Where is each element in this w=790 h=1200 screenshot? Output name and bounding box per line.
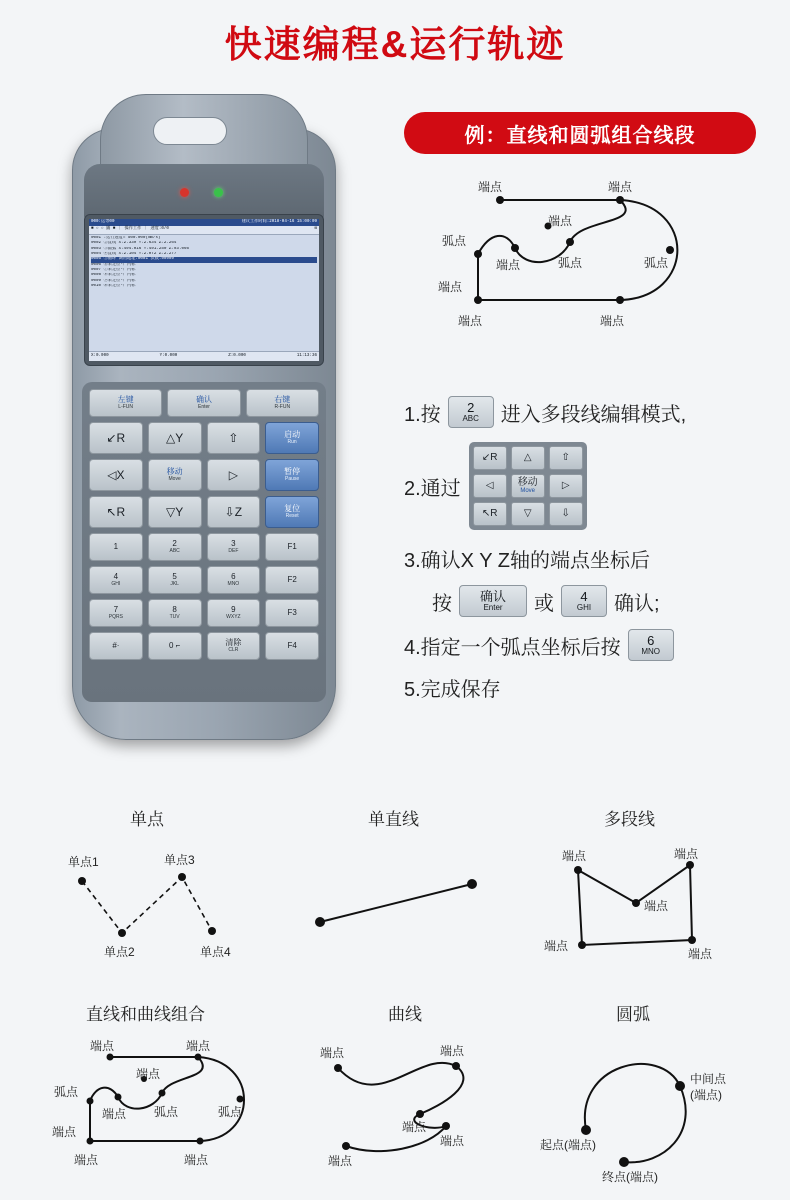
diagram-label: 端点 xyxy=(478,180,503,194)
key-sub: CLR xyxy=(228,646,239,653)
keypad-key[interactable] xyxy=(89,496,143,528)
key-main: 0 ⌐ xyxy=(168,640,181,650)
direction-pad-key[interactable] xyxy=(473,446,507,470)
key-main: ↖R xyxy=(106,504,126,519)
key-main: 确认 xyxy=(479,589,506,604)
key-sub: MNO xyxy=(641,647,661,656)
diagram-label: 端点 xyxy=(328,1154,353,1168)
key-main: 复位 xyxy=(284,504,301,514)
example-banner: 例：直线和圆弧组合线段 xyxy=(404,112,756,154)
key-main: 4 xyxy=(113,572,119,582)
step-4 xyxy=(404,629,776,661)
diagram-line-curve-combo xyxy=(50,1035,300,1185)
diagram-label: 端点 xyxy=(548,214,573,228)
keypad-key[interactable] xyxy=(265,496,319,528)
program-line[interactable]: 0007 ⑦未定位-厂内标 " xyxy=(91,268,141,272)
key-main: 移动 xyxy=(517,477,538,488)
diagram-label: 单点3 xyxy=(164,853,195,867)
keypad-key[interactable] xyxy=(89,632,143,660)
diagram-title-line-curve: 直线和曲线组合 xyxy=(86,1005,205,1024)
step-3-text-c: 确认; xyxy=(614,592,660,615)
page-title: 快速编程&运行轨迹 xyxy=(224,24,566,65)
key-main: 暂停 xyxy=(284,467,301,477)
key-main: #· xyxy=(112,640,120,650)
key-main: F1 xyxy=(287,541,297,551)
keypad-key[interactable] xyxy=(246,389,319,417)
diagram-title-polyline: 多段线 xyxy=(604,810,655,829)
key-main: ◁X xyxy=(107,467,125,482)
step-3-text-b: 按 xyxy=(432,592,452,615)
key-6-mno[interactable] xyxy=(628,629,674,661)
key-main: F2 xyxy=(287,574,297,584)
key-sub: Reset xyxy=(285,512,299,519)
diagram-label: 弧点 xyxy=(218,1105,243,1119)
keypad-key[interactable] xyxy=(89,422,143,454)
key-main: 8 xyxy=(172,605,177,615)
key-main: ↙R xyxy=(106,430,126,445)
key-main: 4 xyxy=(580,589,588,604)
diagram-label: (端点) xyxy=(690,1088,722,1102)
program-line[interactable]: 0003 ③圆弧 X:494.016 Y:491.250 Z:93.066 xyxy=(91,246,190,251)
key-main: 9 xyxy=(231,605,236,615)
diagram-label: 中间点 xyxy=(690,1072,727,1086)
handle-hole xyxy=(153,117,227,145)
diagram-label: 端点 xyxy=(674,847,699,861)
diagram-label: 端点 xyxy=(458,314,483,328)
steps-list xyxy=(404,396,776,714)
step-1 xyxy=(404,396,776,428)
key-main: 移动 xyxy=(166,467,183,477)
key-sub: DEF xyxy=(228,547,239,554)
key-main: 1 xyxy=(113,541,119,551)
screen-titlebar xyxy=(89,219,319,226)
direction-pad-key[interactable] xyxy=(549,446,583,470)
diagram-label: 弧点 xyxy=(558,256,583,270)
diagram-label: 端点 xyxy=(320,1046,345,1060)
program-line[interactable]: 0008 ⑧未定位-厂内标 " xyxy=(91,273,141,278)
diagram-title-arc: 圆弧 xyxy=(616,1005,650,1024)
step-5 xyxy=(404,673,776,702)
keypad-key[interactable] xyxy=(89,566,143,594)
diagram-label: 弧点 xyxy=(54,1085,79,1099)
key-main: 右键 xyxy=(274,395,291,405)
key-sub: GHI xyxy=(576,603,592,612)
keypad-key[interactable] xyxy=(207,632,261,660)
program-line-list[interactable] xyxy=(89,235,319,291)
diagram-main-example-svg xyxy=(430,170,760,370)
direction-pad-key[interactable] xyxy=(473,502,507,526)
program-line[interactable]: 0009 ⑨未定位-厂内标 " xyxy=(91,278,141,283)
key-sub: WXYZ xyxy=(226,613,241,620)
diagram-label: 端点 xyxy=(544,939,569,953)
direction-pad-key[interactable] xyxy=(549,474,583,498)
diagram-curve xyxy=(320,1040,520,1180)
diagram-label: 端点 xyxy=(184,1153,209,1167)
key-main: ▷ xyxy=(561,480,570,491)
step-3-line1 xyxy=(404,544,776,573)
keypad-key[interactable] xyxy=(167,389,240,417)
diagram-label: 端点 xyxy=(440,1134,465,1148)
keypad-key[interactable] xyxy=(148,632,202,660)
diagram-label: 端点 xyxy=(440,1044,465,1058)
key-main: F3 xyxy=(287,607,297,617)
step-1-text-a: 1.按 xyxy=(404,403,441,426)
step-2-text: 2.通过 xyxy=(404,477,461,500)
key-main: ⇩ xyxy=(561,508,570,519)
program-line[interactable]: 0006 ⑥未定位-厂内标 " xyxy=(91,262,141,267)
diagram-polyline xyxy=(540,845,760,970)
step-3-text-a: 3.确认X Y Z轴的端点坐标后 xyxy=(404,550,650,572)
close-icon[interactable]: ⊠ xyxy=(314,227,317,232)
status-y: Y:0.000 xyxy=(159,353,178,358)
key-sub: TUV xyxy=(169,613,180,620)
key-sub: GHI xyxy=(111,580,121,587)
key-main: 3 xyxy=(231,539,236,549)
keypad-key[interactable] xyxy=(265,459,319,491)
screen-bezel xyxy=(84,214,324,366)
led-green-icon xyxy=(214,188,223,197)
keypad-key[interactable] xyxy=(265,533,319,561)
teach-pendant-device xyxy=(64,92,344,742)
keypad-key[interactable] xyxy=(148,533,202,561)
key-main: 6 xyxy=(647,633,655,648)
key-sub: Pause xyxy=(285,475,300,482)
key-main: ⇧ xyxy=(561,452,570,463)
keypad-key[interactable] xyxy=(148,459,202,491)
key-sub: R-FUN xyxy=(274,403,291,410)
diagram-label: 端点 xyxy=(90,1039,115,1053)
key-main: ◁ xyxy=(485,480,494,491)
status-time: 11:13:36 xyxy=(296,353,317,358)
device-screen xyxy=(89,219,319,361)
screen-title-left: 000:运等00 xyxy=(91,220,115,224)
key-main: 2 xyxy=(172,539,177,549)
diagram-label: 单点2 xyxy=(104,945,135,959)
step-3-line2 xyxy=(404,585,776,617)
diagram-label: 端点 xyxy=(438,280,463,294)
diagram-main-example xyxy=(430,170,760,370)
direction-pad[interactable] xyxy=(469,442,587,530)
step-4-text: 4.指定一个弧点坐标后按 xyxy=(404,636,621,659)
direction-pad-key[interactable] xyxy=(511,502,545,526)
keypad-key[interactable] xyxy=(207,599,261,627)
keypad-key[interactable] xyxy=(207,533,261,561)
key-sub: Enter xyxy=(198,403,210,410)
key-main: ▽ xyxy=(523,508,532,519)
device-keypad[interactable] xyxy=(82,382,326,702)
keypad-key[interactable] xyxy=(265,566,319,594)
key-4-ghi[interactable] xyxy=(561,585,607,617)
key-main: 启动 xyxy=(284,430,301,440)
diagram-label: 端点 xyxy=(562,849,587,863)
key-sub: PQRS xyxy=(108,613,123,620)
keypad-key[interactable] xyxy=(148,599,202,627)
program-line[interactable]: 0001 :运行速度= 500.000(mm/s) xyxy=(91,235,161,240)
key-main: F4 xyxy=(287,640,297,650)
keypad-key[interactable] xyxy=(207,496,261,528)
program-line[interactable]: 0004 ④直线 X:2.104 Y:2.072 Z:2.277 xyxy=(91,251,177,256)
diagram-single-point xyxy=(60,845,260,965)
diagram-label: 端点 xyxy=(186,1039,211,1053)
key-sub: Move xyxy=(520,488,536,494)
key-main: △ xyxy=(523,452,532,463)
keypad-key[interactable] xyxy=(148,422,202,454)
keypad-key[interactable] xyxy=(265,599,319,627)
keypad-key[interactable] xyxy=(207,459,261,491)
key-sub: Run xyxy=(287,438,297,445)
led-red-icon xyxy=(180,188,189,197)
diagram-label: 起点(端点) xyxy=(540,1138,596,1152)
screen-menu-left: ■ ○ ○ 圖 ■ ｜ 操作工作 ｜ 速度:0/0 xyxy=(91,227,169,232)
key-main: 7 xyxy=(113,605,119,615)
direction-pad-key[interactable] xyxy=(473,474,507,498)
key-main: △Y xyxy=(166,430,184,445)
direction-pad-key[interactable] xyxy=(549,502,583,526)
key-main: ⇩Z xyxy=(224,504,243,519)
diagram-title-single-line: 单直线 xyxy=(368,810,419,829)
step-5-text: 5.完成保存 xyxy=(404,679,501,701)
diagram-label: 端点 xyxy=(74,1153,99,1167)
key-main: 6 xyxy=(231,572,236,582)
key-main: 左键 xyxy=(117,395,134,405)
step-1-text-b: 进入多段线编辑模式, xyxy=(500,403,687,426)
program-line[interactable]: 0002 ②直线 X:2.339 Y:2.634 Z:2.264 xyxy=(91,241,177,246)
diagram-label: 端点 xyxy=(496,258,521,272)
program-line[interactable]: 0005 ⑤循环 调用地址:0001 次数:99999 xyxy=(91,257,317,262)
screen-statusbar xyxy=(89,351,319,361)
direction-pad-key[interactable] xyxy=(511,474,545,498)
key-enter[interactable] xyxy=(459,585,527,617)
key-main: 清除 xyxy=(225,638,242,648)
diagram-label: 弧点 xyxy=(442,234,467,248)
diagram-label: 端点 xyxy=(136,1067,161,1081)
screen-title-right: 建议工作时间:2018-04-16 15:00:09 xyxy=(241,220,317,224)
keypad-key[interactable] xyxy=(207,566,261,594)
keypad-key[interactable] xyxy=(265,422,319,454)
key-main: ↖R xyxy=(481,508,498,519)
step-2 xyxy=(404,440,776,532)
key-sub: MNO xyxy=(227,580,240,587)
diagram-arc xyxy=(540,1040,760,1185)
key-main: ↙R xyxy=(481,452,498,463)
keypad-key[interactable] xyxy=(89,459,143,491)
device-top-panel xyxy=(84,164,324,220)
key-2-abc[interactable] xyxy=(448,396,494,428)
keypad-key[interactable] xyxy=(265,632,319,660)
key-sub: Move xyxy=(168,475,181,482)
screen-menubar[interactable] xyxy=(89,226,319,234)
key-sub: ABC xyxy=(462,414,479,423)
key-main: 确认 xyxy=(195,395,212,405)
diagram-label: 端点 xyxy=(644,899,669,913)
keypad-key[interactable] xyxy=(148,496,202,528)
diagram-label: 终点(端点) xyxy=(602,1170,658,1184)
key-main: ⇧ xyxy=(228,430,239,445)
keypad-key[interactable] xyxy=(207,422,261,454)
key-sub: Enter xyxy=(483,603,503,612)
key-main: 5 xyxy=(172,572,177,582)
keypad-key[interactable] xyxy=(148,566,202,594)
diagram-label: 端点 xyxy=(402,1120,427,1134)
diagram-title-single-point: 单点 xyxy=(130,810,164,829)
key-main: ▽Y xyxy=(166,504,184,519)
diagram-label: 端点 xyxy=(52,1125,77,1139)
key-sub: L-FUN xyxy=(118,403,134,410)
diagram-label: 弧点 xyxy=(644,256,669,270)
key-sub: ABC xyxy=(169,547,180,554)
diagram-title-curve: 曲线 xyxy=(388,1005,422,1024)
key-main: 2 xyxy=(467,400,475,415)
diagram-label: 端点 xyxy=(608,180,633,194)
diagram-single-line xyxy=(300,860,500,960)
keypad-key[interactable] xyxy=(89,533,143,561)
diagram-label: 单点1 xyxy=(68,855,99,869)
keypad-key[interactable] xyxy=(89,389,162,417)
status-x: X:0.000 xyxy=(91,353,109,358)
step-3-or: 或 xyxy=(534,592,554,615)
key-sub: JKL xyxy=(170,580,179,587)
program-line[interactable]: 0010 ⑩未定位-厂内标 " xyxy=(91,284,141,289)
diagram-label: 端点 xyxy=(688,947,713,961)
diagram-label: 弧点 xyxy=(154,1105,179,1119)
key-main: ▷ xyxy=(228,467,238,482)
direction-pad-key[interactable] xyxy=(511,446,545,470)
diagram-label: 端点 xyxy=(600,314,625,328)
diagram-label: 单点4 xyxy=(200,945,231,959)
keypad-key[interactable] xyxy=(89,599,143,627)
status-z: Z:0.000 xyxy=(228,353,246,358)
diagram-label: 端点 xyxy=(102,1107,127,1121)
